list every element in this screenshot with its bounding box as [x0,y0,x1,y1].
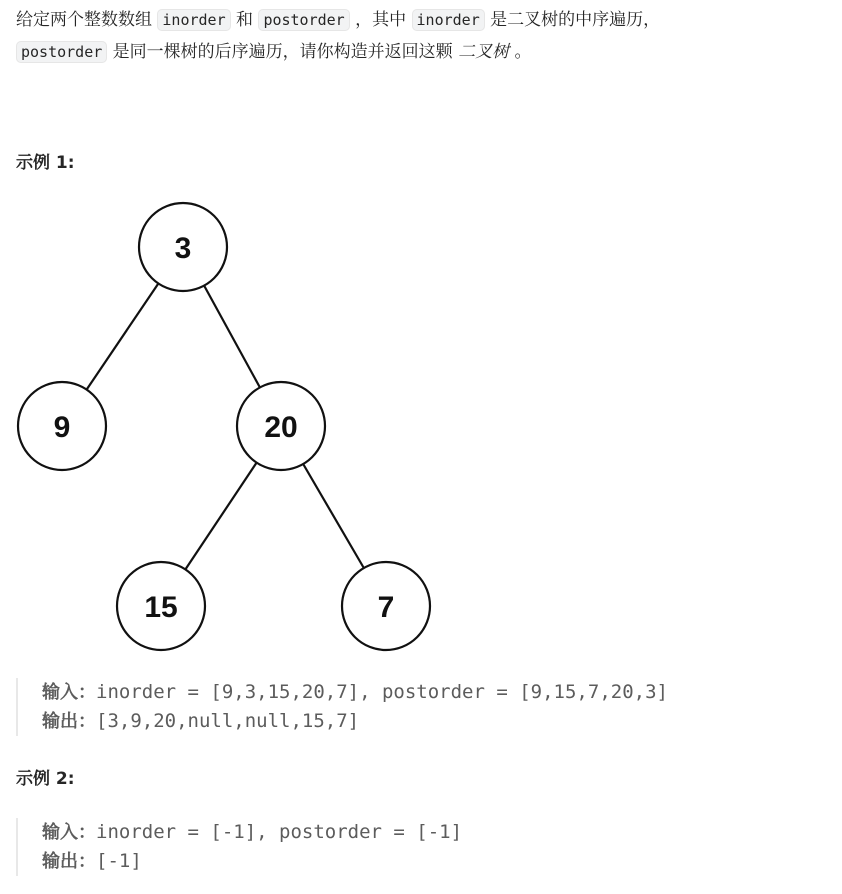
tree-node-label: 3 [174,232,192,265]
tree-edge-n20-n7 [303,464,364,568]
tree-node-7 [342,562,430,650]
inline-code: postorder [258,9,349,31]
desc-text: 给定两个整数数组 [16,10,158,30]
emphasis-text: 二叉树 [458,42,510,62]
example-1-output [42,707,832,736]
desc-text: 是二叉树的中序遍历， [484,10,661,30]
input-value: inorder = [9,3,15,20,7], postorder = [9,15,7,20,3] [96,681,668,703]
desc-text: 是同一棵树的后序遍历，请你构造并返回这颗 [107,42,459,62]
inline-code: postorder [16,41,107,63]
input-value: inorder = [-1], postorder = [-1] [96,821,463,843]
tree-edge-n20-n15 [185,463,256,570]
input-label: 输入： [42,822,96,843]
input-label: 输入： [42,682,96,703]
output-label: 输出： [42,711,96,732]
problem-description [16,4,816,68]
tree-edge-n3-n20 [204,286,260,388]
tree-node-label: 15 [144,591,178,624]
tree-node-15 [117,562,205,650]
example-1-heading: 示例 1: [16,153,75,173]
example-2-heading: 示例 2: [16,769,75,789]
desc-text: 和 [230,10,259,30]
desc-text: ，其中 [349,10,412,30]
inline-code: inorder [412,9,485,31]
inline-code: inorder [157,9,230,31]
desc-text: 。 [509,42,532,62]
output-label: 输出： [42,851,96,872]
tree-node-20 [237,382,325,470]
binary-tree-diagram [0,190,450,660]
example-2-block [16,818,832,876]
tree-node-label: 20 [264,411,298,444]
output-value: [-1] [96,850,142,872]
example-1-input [42,678,832,707]
tree-node-label: 7 [377,591,395,624]
tree-edge-n3-n9 [87,283,159,389]
output-value: [3,9,20,null,null,15,7] [96,710,360,732]
tree-node-9 [18,382,106,470]
example-2-output [42,847,832,876]
tree-node-label: 9 [53,411,71,444]
tree-node-3 [139,203,227,291]
example-2-input [42,818,832,847]
example-1-block [16,678,832,736]
